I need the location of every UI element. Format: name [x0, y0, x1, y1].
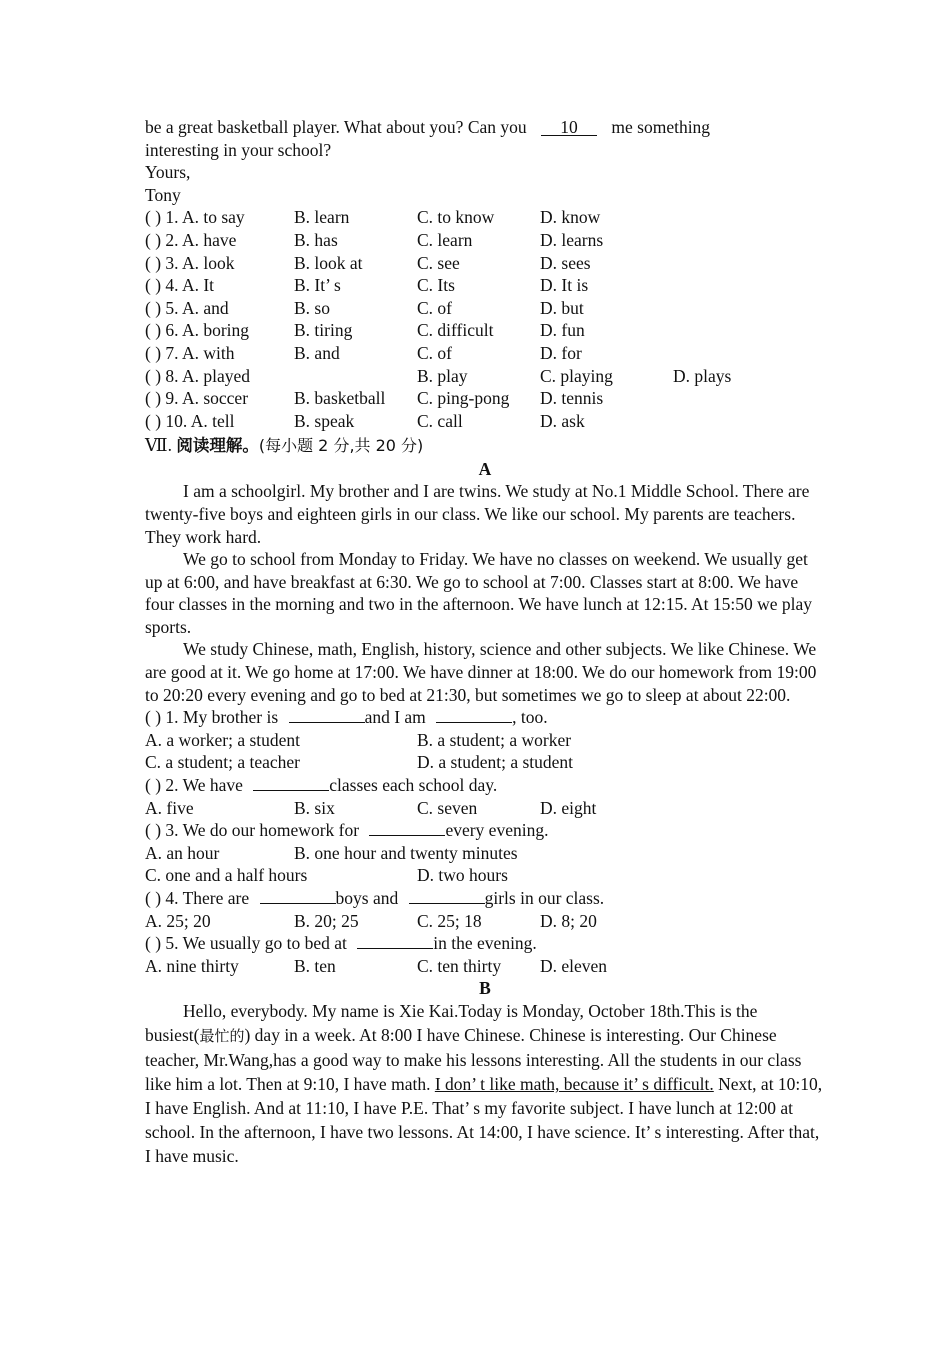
answer-blank[interactable] [289, 722, 365, 723]
question-text: ( ) 1. My brother is [145, 707, 279, 728]
passage-text: Next, at 10:10, I have English. And at 11:10, I have P.E. That’ s my favorite subject. I have lunch at 12:00 at school. In the afternoon, I have two lessons. At 14:00, I have science. It’ s interesting. After that, I have music. [145, 1074, 823, 1167]
option-b[interactable]: B. ten [294, 955, 336, 976]
option-b: B. and [294, 342, 340, 363]
reading-question-4 [145, 887, 825, 910]
cloze-options [145, 206, 825, 432]
question-lead: ( ) 6. A. boring [145, 320, 250, 341]
option-d: D. plays [673, 365, 732, 386]
letter-text: be a great basketball player. What about you? Can you [145, 117, 527, 137]
reading-question-5 [145, 932, 825, 955]
option-row [145, 751, 825, 774]
cloze-blank-10[interactable]: 10 [541, 119, 597, 136]
option-b[interactable]: B. one hour and twenty minutes [294, 842, 518, 863]
option-b: B. speak [294, 410, 355, 431]
option-d: D. fun [540, 320, 585, 341]
option-row [145, 910, 825, 933]
option-d: D. sees [540, 252, 591, 273]
answer-blank[interactable] [357, 948, 433, 949]
option-a[interactable]: A. an hour [145, 842, 220, 863]
cloze-question-4[interactable] [145, 274, 825, 297]
option-d: D. tennis [540, 388, 604, 409]
cloze-question-6[interactable] [145, 319, 825, 342]
passage-a-paragraph-2: We go to school from Monday to Friday. We have no classes on weekend. We usually get up at 6:00, and have breakfast at 6:30. We go to school at 7:00. Classes start at 8:00. We have four classes in the morning and two in the afternoon. We have lunch at 12:15. At 15:50 we play sports. [145, 549, 813, 637]
question-text: ( ) 5. We usually go to bed at [145, 933, 347, 954]
cloze-question-7[interactable] [145, 342, 825, 365]
question-lead: ( ) 8. A. played [145, 365, 250, 386]
question-text: and I am [364, 707, 426, 728]
reading-question-3 [145, 819, 825, 842]
option-d: D. know [540, 207, 601, 228]
answer-blank[interactable] [409, 903, 485, 904]
option-d[interactable]: D. 8; 20 [540, 910, 597, 931]
letter-text: me something [611, 117, 711, 137]
option-row [145, 842, 825, 865]
question-lead: ( ) 9. A. soccer [145, 388, 249, 409]
question-lead: ( ) 5. A. and [145, 297, 229, 318]
option-c[interactable]: C. seven [417, 797, 478, 818]
option-c: C. of [417, 342, 452, 363]
passage-b-label: B [479, 978, 491, 999]
option-c[interactable]: C. ten thirty [417, 955, 502, 976]
option-c: C. to know [417, 207, 495, 228]
option-d: D. It is [540, 275, 589, 296]
answer-blank[interactable] [369, 835, 445, 836]
option-d: D. learns [540, 229, 604, 250]
option-c: C. see [417, 252, 460, 273]
option-c: C. playing [540, 365, 613, 386]
option-b: B. so [294, 297, 330, 318]
question-text: girls in our class. [484, 888, 605, 908]
section-points: (每小题 2 分,共 20 分) [258, 436, 424, 456]
option-d[interactable]: D. eleven [540, 955, 608, 976]
answer-blank[interactable] [436, 722, 512, 723]
option-d[interactable]: D. eight [540, 797, 597, 818]
question-text: every evening. [445, 820, 549, 841]
letter-line-2: interesting in your school? [145, 139, 332, 160]
question-lead: ( ) 7. A. with [145, 342, 235, 363]
question-lead: ( ) 4. A. It [145, 275, 215, 296]
answer-blank[interactable] [253, 790, 329, 791]
letter-signature: Tony [145, 184, 181, 205]
question-lead: ( ) 2. A. have [145, 229, 237, 250]
option-b: B. play [417, 365, 468, 386]
letter-line-1 [145, 116, 825, 139]
cloze-question-10[interactable] [145, 410, 825, 433]
question-text: ( ) 4. There are [145, 888, 250, 908]
passage-a-paragraph-1: I am a schoolgirl. My brother and I are twins. We study at No.1 Middle School. There are twenty-five boys and eighteen girls in our class. We like our school. My parents are teachers. They work hard. [145, 481, 810, 547]
worksheet-page [145, 116, 825, 1168]
answer-blank[interactable] [260, 903, 336, 904]
passage-text: ) day in a week. At 8:00 I have Chinese. Chinese is interesting. Our Chinese teacher, Mr.Wang,has a good way to make his lessons interesting. All the students in our class like him a lot. Then at 9:10, I have math. [145, 1025, 802, 1095]
section-number: Ⅶ. [145, 435, 172, 456]
option-b[interactable]: B. six [294, 797, 335, 818]
question-text: ( ) 3. We do our homework for [145, 820, 360, 841]
option-d: D. ask [540, 410, 585, 431]
cloze-question-8[interactable] [145, 365, 825, 388]
passage-a-paragraph-3: We study Chinese, math, English, history, science and other subjects. We like Chinese. We are good at it. We go home at 17:00. We have dinner at 18:00. We do our homework from 19:00 to 20:20 every evening and go to bed at 21:30, but sometimes we go to sleep at about 22:00. [145, 639, 817, 705]
option-row [145, 797, 825, 820]
option-a[interactable]: A. a worker; a student [145, 729, 301, 750]
option-d: D. but [540, 297, 584, 318]
option-a[interactable]: A. 25; 20 [145, 910, 211, 931]
question-text: , too. [512, 707, 548, 728]
option-c: C. learn [417, 229, 473, 250]
option-c: C. Its [417, 275, 455, 296]
option-d[interactable]: D. a student; a student [417, 752, 574, 773]
question-text: classes each school day. [329, 775, 498, 796]
cloze-question-5[interactable] [145, 297, 825, 320]
option-b: B. tiring [294, 320, 353, 341]
underlined-sentence: I don’ t like math, because it’ s difficult. [434, 1074, 714, 1095]
option-a[interactable]: A. nine thirty [145, 955, 239, 976]
option-d[interactable]: D. two hours [417, 865, 508, 886]
chinese-gloss: 最忙的 [199, 1027, 245, 1046]
option-a[interactable]: A. five [145, 797, 194, 818]
option-b: B. has [294, 229, 338, 250]
option-c: C. ping-pong [417, 388, 510, 409]
cloze-question-2[interactable] [145, 229, 825, 252]
reading-question-2 [145, 774, 825, 797]
reading-question-1 [145, 706, 825, 729]
letter-closing: Yours, [145, 162, 191, 183]
option-b[interactable]: B. 20; 25 [294, 910, 359, 931]
option-row [145, 864, 825, 887]
question-text: boys and [335, 888, 399, 908]
question-lead: ( ) 3. A. look [145, 252, 235, 273]
cloze-question-1[interactable] [145, 206, 825, 229]
option-c[interactable]: C. a student; a teacher [145, 752, 301, 773]
question-lead: ( ) 1. A. to say [145, 207, 245, 228]
option-c: C. difficult [417, 320, 494, 341]
option-row [145, 729, 825, 752]
passage-b-paragraph [145, 999, 825, 1168]
option-b: B. learn [294, 207, 350, 228]
question-text: in the evening. [433, 933, 537, 954]
question-text: ( ) 2. We have [145, 775, 243, 796]
cloze-question-3[interactable] [145, 252, 825, 275]
option-c: C. of [417, 297, 452, 318]
option-b: B. look at [294, 252, 363, 273]
option-row [145, 955, 825, 978]
passage-text: Hello, everybody. My name is Xie Kai.Today is Monday, October 18th.This is the busiest( [145, 1001, 758, 1046]
option-b: B. basketball [294, 388, 386, 409]
option-d: D. for [540, 342, 582, 363]
passage-a-label: A [478, 459, 492, 480]
section-heading [145, 432, 825, 458]
section-title: 阅读理解。 [176, 436, 259, 456]
option-c[interactable]: C. one and a half hours [145, 865, 308, 886]
option-b: B. It’ s [294, 275, 341, 296]
cloze-question-9[interactable] [145, 387, 825, 410]
option-c[interactable]: C. 25; 18 [417, 910, 482, 931]
option-c: C. call [417, 410, 463, 431]
question-lead: ( ) 10. A. tell [145, 410, 235, 431]
option-b[interactable]: B. a student; a worker [417, 729, 572, 750]
